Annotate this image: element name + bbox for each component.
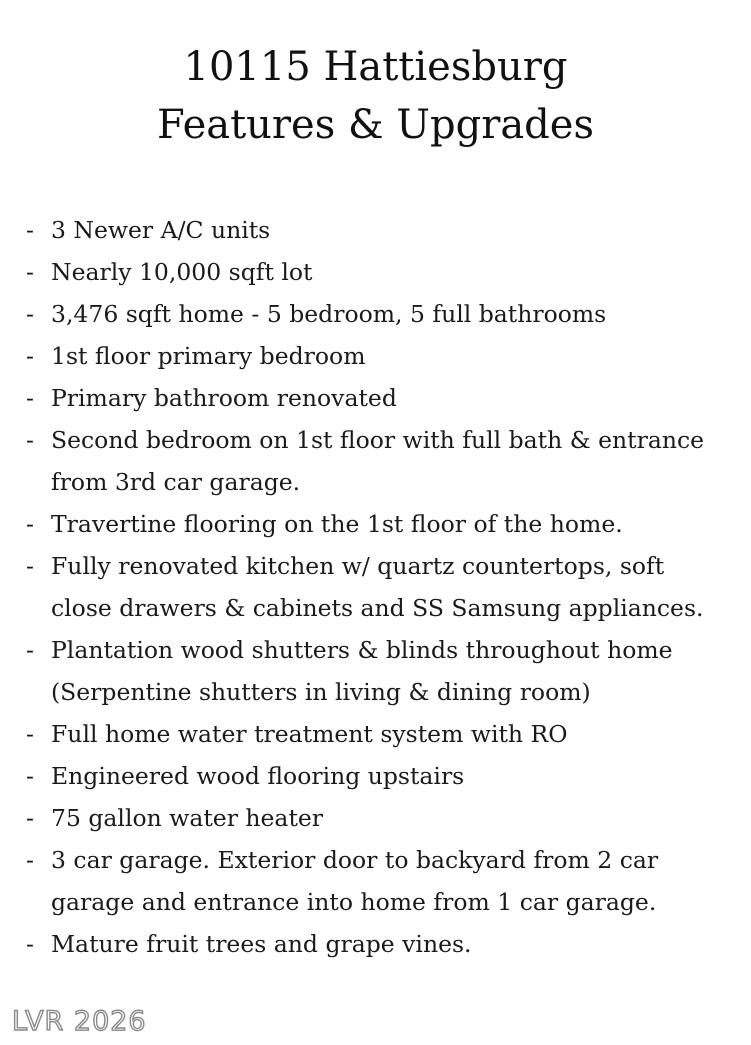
feature-text-line: Primary bathroom renovated (51, 384, 397, 412)
feature-text-line: Second bedroom on 1st floor with full bath & entrance (51, 426, 705, 454)
feature-item (26, 335, 736, 377)
feature-item (26, 251, 736, 293)
title-line-address: 10115 Hattiesburg (183, 44, 568, 90)
feature-text-line: 75 gallon water heater (51, 804, 324, 832)
feature-text-line: Engineered wood flooring upstairs (51, 762, 465, 790)
feature-text-line: Nearly 10,000 sqft lot (51, 258, 313, 286)
feature-text-line: 3 car garage. Exterior door to backyard from 2 car (51, 846, 659, 874)
feature-text-line: Mature fruit trees and grape vines. (51, 930, 472, 958)
bullet-dash: - (26, 762, 34, 790)
feature-item (26, 923, 736, 965)
feature-item (26, 755, 736, 797)
feature-text-line: Travertine flooring on the 1st floor of the home. (51, 510, 623, 538)
bullet-dash: - (26, 258, 34, 286)
feature-text-line: close drawers & cabinets and SS Samsung appliances. (51, 594, 704, 622)
bullet-dash: - (26, 636, 34, 664)
feature-item (26, 377, 736, 419)
feature-item (26, 629, 736, 713)
bullet-dash: - (26, 300, 34, 328)
feature-item (26, 545, 736, 629)
feature-text-line: (Serpentine shutters in living & dining room) (51, 678, 591, 706)
bullet-dash: - (26, 384, 34, 412)
page-title (0, 38, 751, 154)
feature-item (26, 293, 736, 335)
feature-text-line: 3 Newer A/C units (51, 216, 271, 244)
feature-text-line: Fully renovated kitchen w/ quartz countertops, soft (51, 552, 665, 580)
bullet-dash: - (26, 720, 34, 748)
bullet-dash: - (26, 216, 34, 244)
feature-item (26, 797, 736, 839)
feature-item (26, 839, 736, 923)
title-line-subtitle: Features & Upgrades (157, 102, 594, 148)
watermark-text: LVR 2026 (12, 1006, 147, 1037)
feature-item (26, 209, 736, 251)
bullet-dash: - (26, 510, 34, 538)
feature-text-line: 3,476 sqft home - 5 bedroom, 5 full bathrooms (51, 300, 607, 328)
feature-item (26, 713, 736, 755)
bullet-dash: - (26, 342, 34, 370)
feature-text-line: Full home water treatment system with RO (51, 720, 568, 748)
feature-text-line: garage and entrance into home from 1 car garage. (51, 888, 657, 916)
bullet-dash: - (26, 804, 34, 832)
bullet-dash: - (26, 930, 34, 958)
feature-text-line: Plantation wood shutters & blinds throughout home (51, 636, 673, 664)
bullet-dash: - (26, 846, 34, 874)
bullet-dash: - (26, 426, 34, 454)
feature-text-line: from 3rd car garage. (51, 468, 301, 496)
feature-list (26, 209, 736, 965)
bullet-dash: - (26, 552, 34, 580)
feature-text-line: 1st floor primary bedroom (51, 342, 366, 370)
feature-item (26, 419, 736, 503)
feature-item (26, 503, 736, 545)
